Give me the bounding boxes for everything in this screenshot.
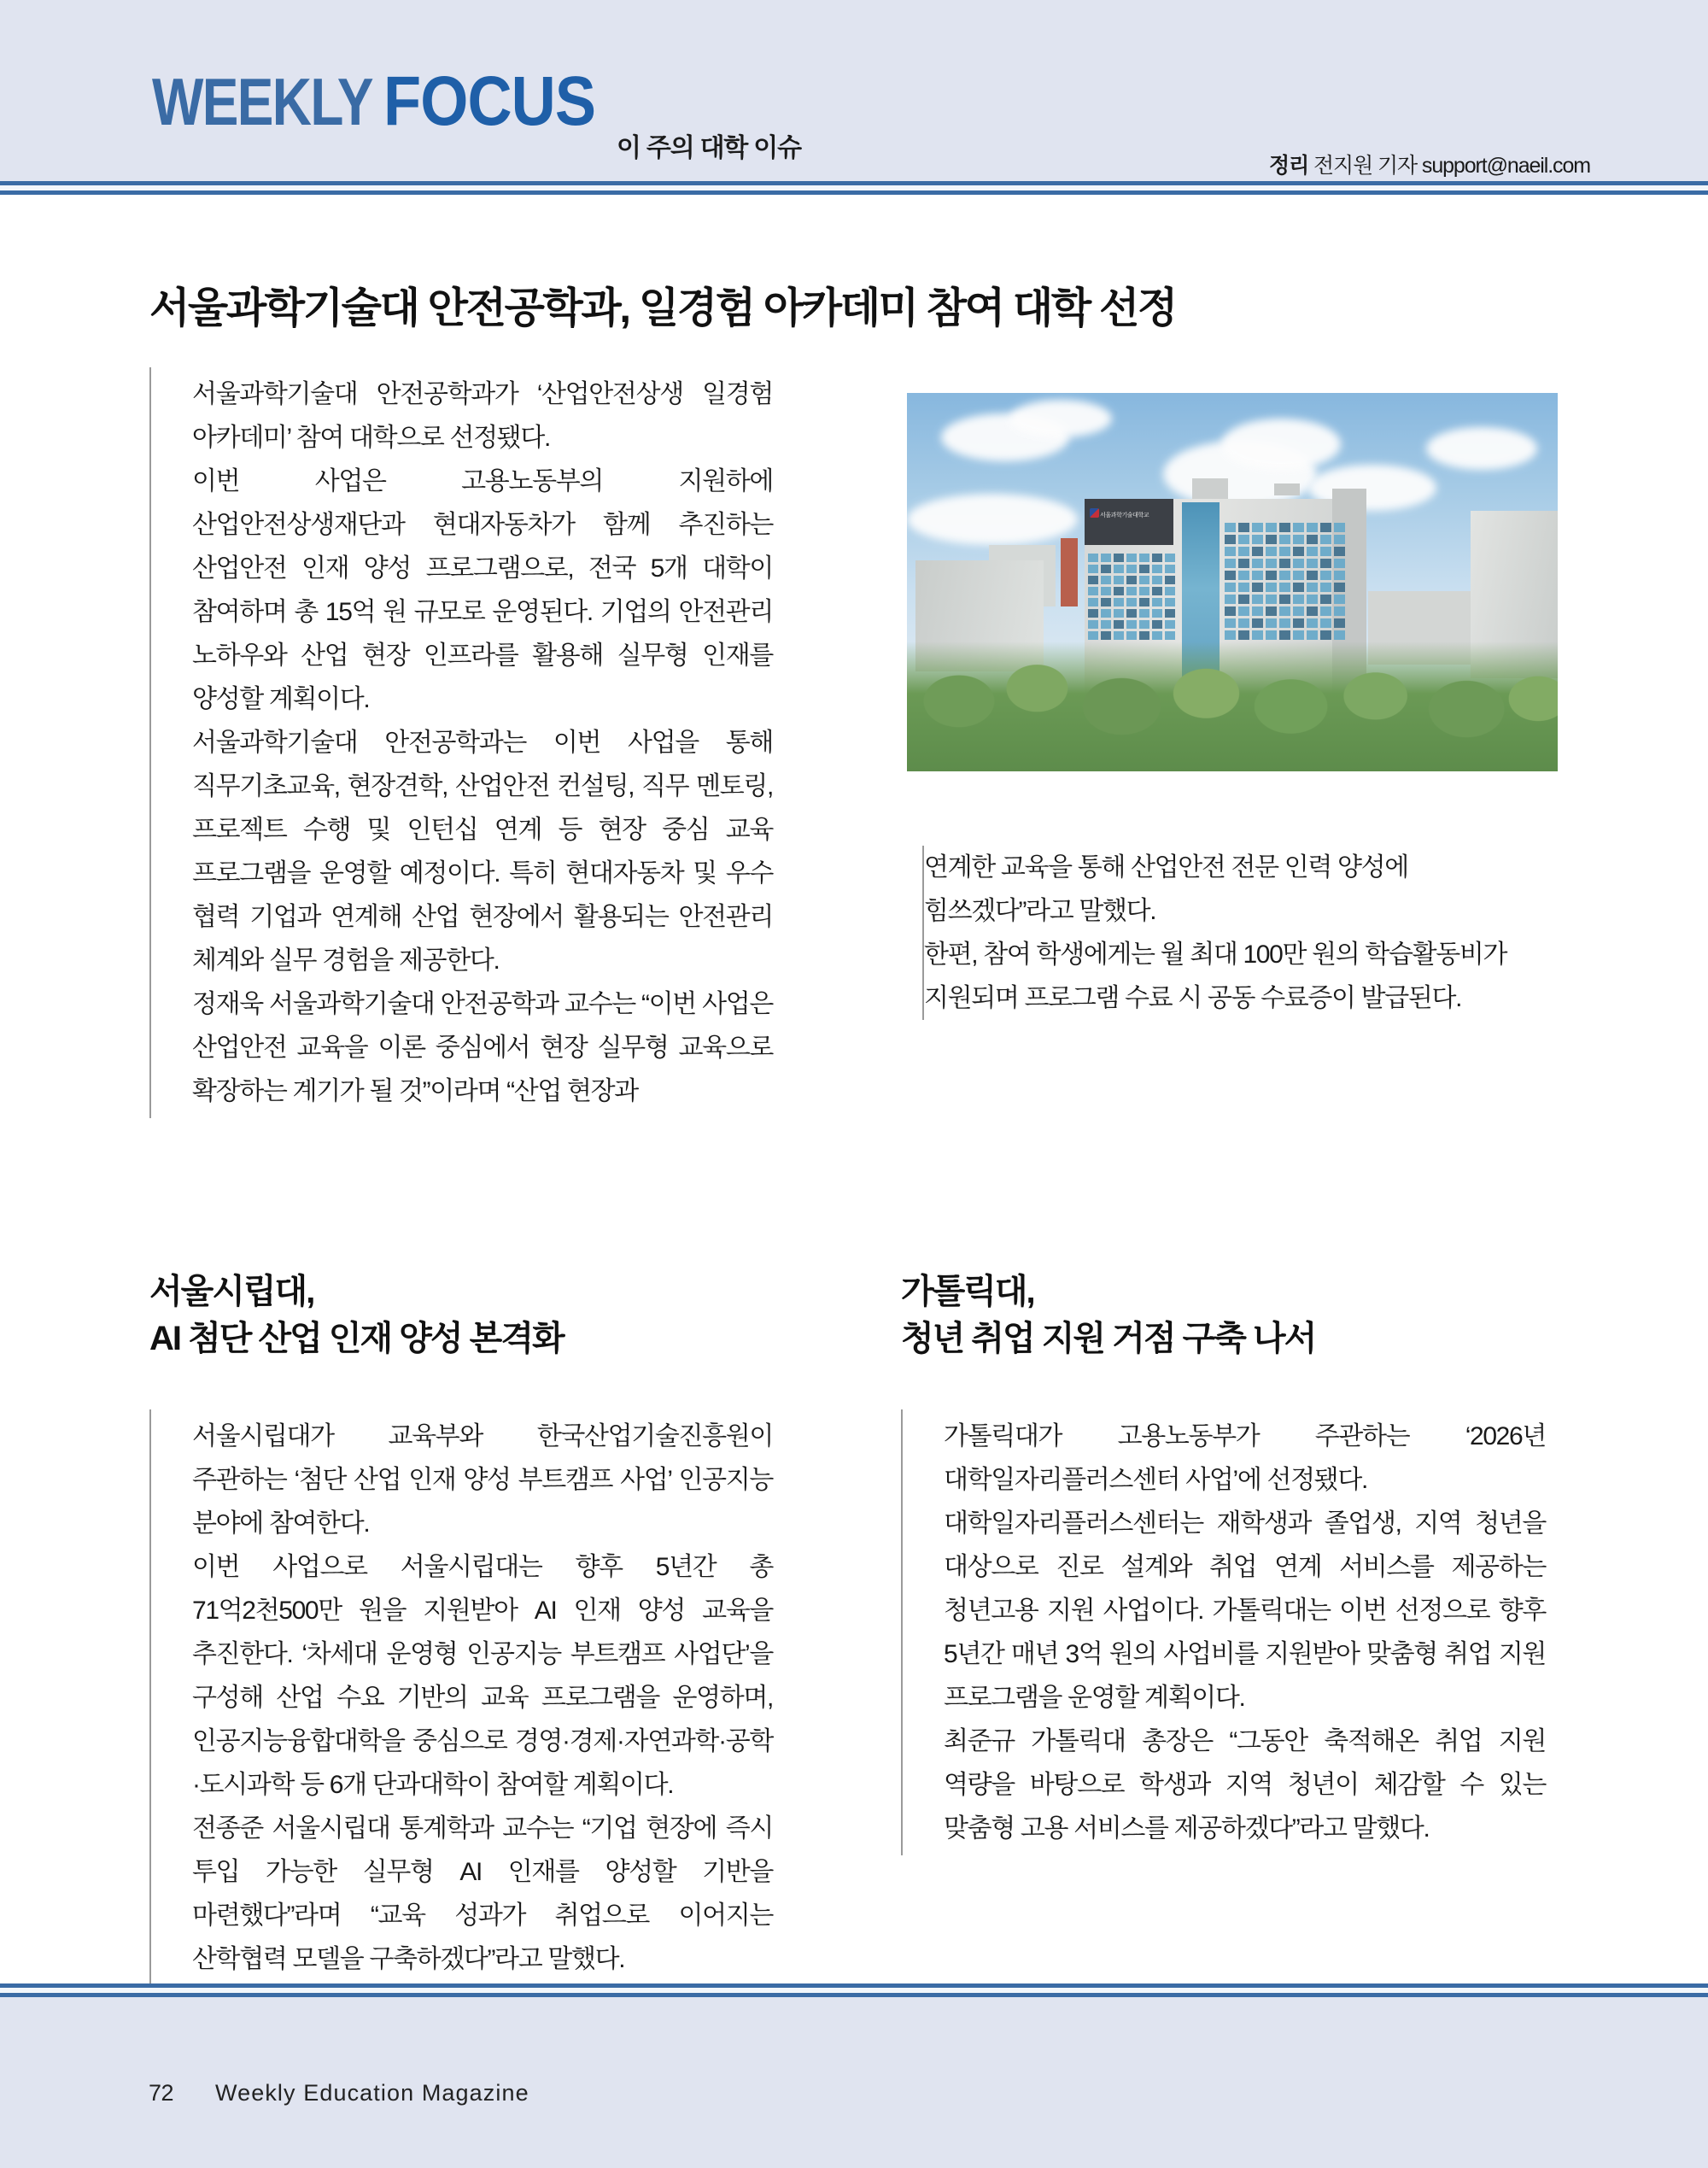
lead-article-body-left [149,367,773,1118]
bottom-right-headline-line2: 청년 취업 지원 거점 구축 나서 [901,1320,1316,1357]
weekly-focus-logo [152,62,624,140]
bottom-left-article-body [149,1409,773,1986]
logo-weekly-text: WEEKLY [152,64,372,139]
magazine-name: Weekly Education Magazine [215,2080,529,2106]
byline [1269,149,1590,179]
photo-window-grid [1225,523,1345,640]
byline-label: 정리 [1269,154,1309,178]
lead-article-headline: 서울과학기술대 안전공학과, 일경험 아카데미 참여 대학 선정 [149,285,1176,331]
photo-building-signboard [1085,499,1173,545]
lead-article-body-right-text: 연계한 교육을 통해 산업안전 전문 인력 양성에 힘쓰겠다”라고 말했다. 한편, 참여 학생에게는 월 최대 100만 원의 학습활동비가 지원되며 프로그램 수료 시 공동 수료증이 발급된다. [924,853,1507,1012]
photo-tree-canopy [907,642,1558,771]
bottom-right-article-body-text: 가톨릭대가 고용노동부가 주관하는 ‘2026년 대학일자리플러스센터 사업’에 선정됐다. 대학일자리플러스센터는 재학생과 졸업생, 지역 청년을 대상으로 진로 설계와 취업 연계 서비스를 제공하는 청년고용 지원 사업이다. 가톨릭대는 이번 선정으로 향후 5년간 매년 3억 원의 사업비를 지원받아 맞춤형 취업 지원 프로그램을 운영할 계획이다. 최준규 가톨릭대 총장은 “그동안 축적해온 취업 지원 역량을 바탕으로 학생과 지역 청년이 체감할 수 있는 맞춤형 고용 서비스를 제공하겠다”라고 말했다. [944,1422,1546,1843]
photo-cloud [1221,419,1341,470]
bottom-right-article-headline [901,1269,1315,1362]
seoultech-logo-mark-icon [1090,508,1099,518]
photo-signboard-text: 서울과학기술대학교 [1100,513,1149,519]
photo-window-grid [1088,554,1175,640]
photo-rooftop-structure [1274,483,1300,495]
bottom-left-article-body-text: 서울시립대가 교육부와 한국산업기술진흥원이 주관하는 ‘첨단 산업 인재 양성 부트캠프 사업’ 인공지능 분야에 참여한다. 이번 사업으로 서울시립대는 향후 5년간 총 71억2천500만 원을 지원받아 AI 인재 양성 교육을 추진한다. ‘차세대 운영형 인공지능 부트캠프 사업단’을 구성해 산업 수요 기반의 교육 프로그램을 운영하며, 인공지능융합대학을 중심으로 경영·경제·자연과학·공학·도시과학 등 6개 단과대학이 참여할 계획이다. 전종준 서울시립대 통계학과 교수는 “기업 현장에 즉시 투입 가능한 실무형 AI 인재를 양성할 기반을 마련했다”라며 “교육 성과가 취업으로 이어지는 산학협력 모델을 구축하겠다”라고 말했다. [192,1422,773,1973]
photo-cloud [1009,400,1112,437]
photo-red-wall [1061,538,1078,606]
header-rule-bottom [0,190,1708,195]
logo-focus-text: FOCUS [383,62,595,140]
byline-detail: 전지원 기자 support@naeil.com [1308,154,1590,178]
page-number: 72 [149,2080,174,2106]
lead-article-body-right [922,846,1554,1020]
bottom-right-headline-line1: 가톨릭대, [901,1273,1034,1310]
photo-cloud [907,494,1078,545]
bottom-left-article-headline [149,1269,564,1362]
lead-article-body-left-text: 서울과학기술대 안전공학과가 ‘산업안전상생 일경험 아카데미’ 참여 대학으로 선정됐다. 이번 사업은 고용노동부의 지원하에 산업안전상생재단과 현대자동차가 함께 추진하는 산업안전 인재 양성 프로그램으로, 전국 5개 대학이 참여하며 총 15억 원 규모로 운영된다. 기업의 안전관리 노하우와 산업 현장 인프라를 활용해 실무형 인재를 양성할 계획이다. 서울과학기술대 안전공학과는 이번 사업을 통해 직무기초교육, 현장견학, 산업안전 컨설팅, 직무 멘토링, 프로젝트 수행 및 인턴십 연계 등 현장 중심 교육 프로그램을 운영할 예정이다. 특히 현대자동차 및 우수 협력 기업과 연계해 산업 현장에서 활용되는 안전관리 체계와 실무 경험을 제공한다. 정재욱 서울과학기술대 안전공학과 교수는 “이번 사업은 산업안전 교육을 이론 중심에서 현장 실무형 교육으로 확장하는 계기가 될 것”이라며 “산업 현장과 [192,380,773,1105]
bottom-left-headline-line2: AI 첨단 산업 인재 양성 본격화 [149,1320,564,1357]
seoultech-campus-photo [907,393,1558,771]
bottom-left-headline-line1: 서울시립대, [149,1273,314,1310]
header-subtitle: 이 주의 대학 이슈 [617,134,801,162]
bottom-right-article-body [901,1409,1546,1855]
photo-cloud [1426,427,1537,470]
